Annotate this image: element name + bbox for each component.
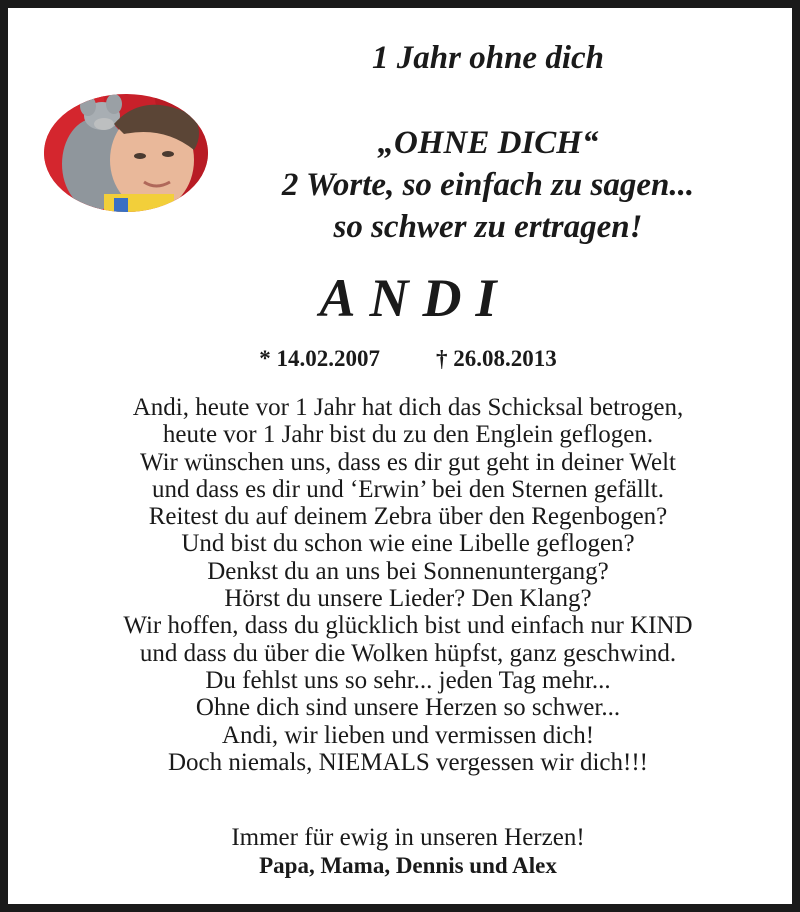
poem-line: Denkst du an uns bei Sonnenuntergang? (207, 557, 609, 585)
closing-line: Immer für ewig in unseren Herzen! (231, 824, 585, 851)
portrait-photo (44, 94, 208, 212)
poem-line: Doch niemals, NIEMALS vergessen wir dich!!! (168, 748, 648, 776)
poem-line: Wir hoffen, dass du glücklich bist und einfach nur KIND (123, 612, 693, 640)
poem-line: heute vor 1 Jahr bist du zu den Englein geflogen. (162, 421, 654, 449)
poem-line: Hörst du unsere Lieder? Den Klang? (224, 585, 592, 613)
signature: Papa, Mama, Dennis und Alex (259, 853, 557, 878)
poem-line: Ohne dich sind unsere Herzen so schwer... (195, 694, 621, 722)
life-dates (8, 343, 800, 375)
quote-line-3: so schwer zu ertragen! (333, 209, 643, 245)
poem-line: Andi, heute vor 1 Jahr hat dich das Schicksal betrogen, (132, 394, 684, 421)
poem-line: Du fehlst uns so sehr... jeden Tag mehr... (205, 666, 611, 694)
headline: 1 Jahr ohne dich (372, 40, 604, 76)
poem-line: Andi, wir lieben und vermissen dich! (221, 721, 595, 749)
poem-line: und dass es dir und ‘Erwin’ bei den Sternen gefällt. (152, 475, 664, 503)
poem-line: und dass du über die Wolken hüpfst, ganz geschwind. (139, 639, 677, 667)
quote-line-1: „OHNE DICH“ (377, 125, 599, 161)
poem-line: Wir wünschen uns, dass es dir gut geht in deiner Welt (140, 448, 676, 476)
deceased-name: ANDI (319, 268, 511, 328)
death-date: † 26.08.2013 (436, 346, 557, 371)
closing (8, 824, 800, 880)
poem-line: Und bist du schon wie eine Libelle geflogen? (181, 530, 635, 558)
quote-line-2: 2 Worte, so einfach zu sagen... (281, 167, 695, 203)
poem-line: Reitest du auf deinem Zebra über den Regenbogen? (148, 503, 668, 531)
poem (28, 394, 788, 776)
birth-date: * 14.02.2007 (259, 346, 380, 371)
quote (228, 122, 748, 248)
